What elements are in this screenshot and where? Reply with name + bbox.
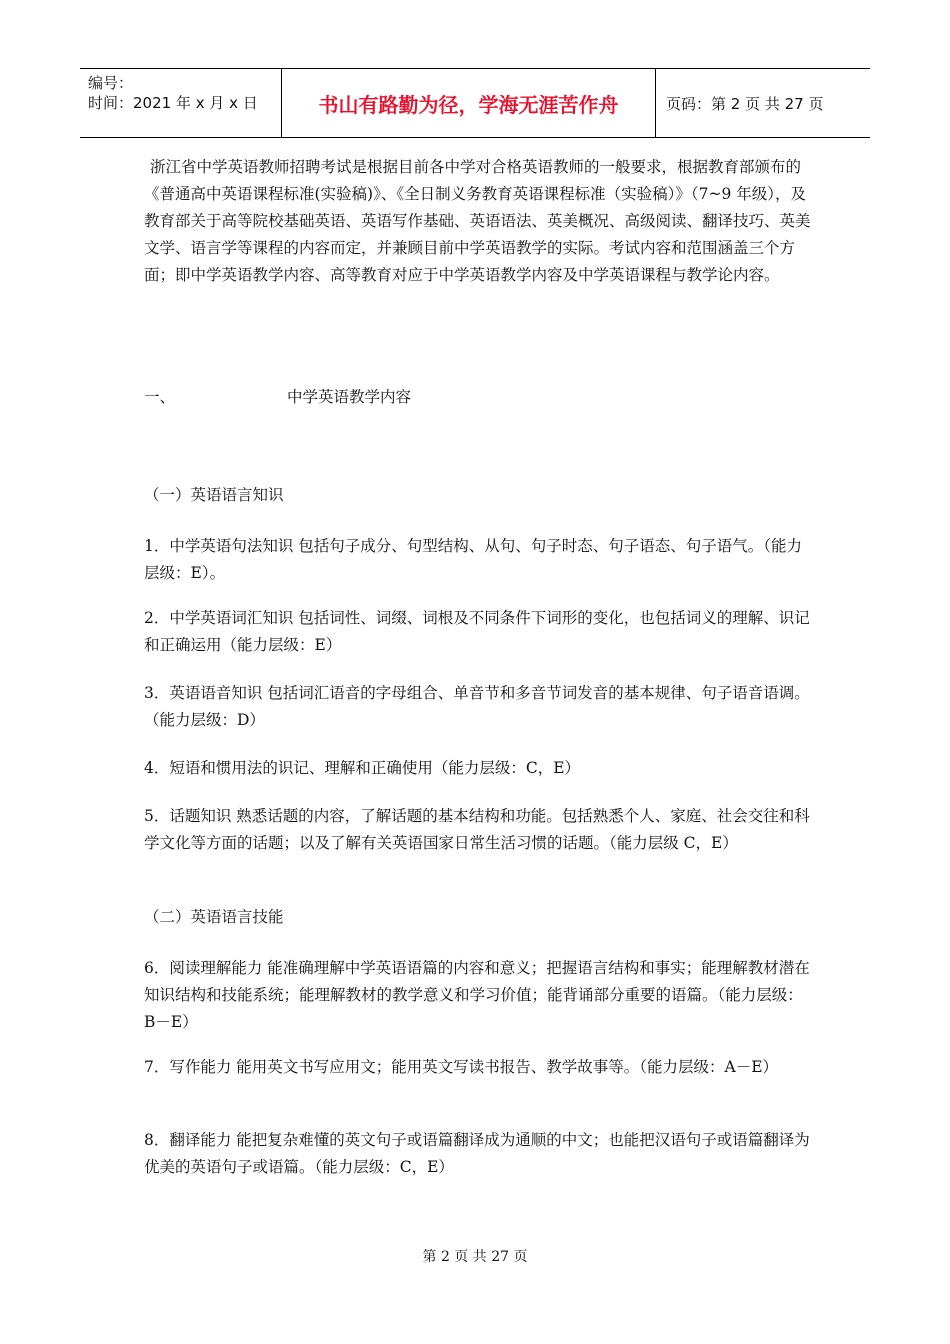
header-meta: [80, 69, 282, 137]
list-item: 2．中学英语词汇知识 包括词性、词缀、词根及不同条件下词形的变化，也包括词义的理解、识记和正确运用（能力层级：E）: [144, 609, 810, 654]
list-item: 5．话题知识 熟悉话题的内容，了解话题的基本结构和功能。包括熟悉个人、家庭、社会交往和科学文化等方面的话题；以及了解有关英语国家日常生活习惯的话题。（能力层级 C，E）: [144, 807, 810, 852]
list-item: 1．中学英语句法知识 包括句子成分、句型结构、从句、句子时态、句子语态、句子语气。（能力层级：E）。: [144, 537, 803, 582]
list-item: 7．写作能力 能用英文书写应用文；能用英文写读书报告、教学故事等。（能力层级：A－E）: [144, 1058, 779, 1076]
page-footer: 第 2 页 共 27 页: [422, 1249, 528, 1265]
list-item: 6．阅读理解能力 能准确理解中学英语语篇的内容和意义；把握语言结构和事实；能理解教材潜在知识结构和技能系统；能理解教材的教学意义和学习价值；能背诵部分重要的语篇。（能力层级：B－E）: [144, 959, 810, 1031]
time-label: 时间：2021 年 x 月 x 日: [88, 94, 258, 112]
section-1-number: 一、: [144, 388, 176, 406]
intro-paragraph: 浙江省中学英语教师招聘考试是根据目前各中学对合格英语教师的一般要求，根据教育部颁布的《普通高中英语课程标准(实验稿)》、《全日制义务教育英语课程标准（实验稿）》（7~9 年级），及教育部关于高等院校基础英语、英语写作基础、英语语法、英美概况、高级阅读、翻译技巧、英美文学、语言学等课程的内容而定，并兼顾目前中学英语教学的实际。考试内容和范围涵盖三个方面；即中学英语教学内容、高等教育对应于中学英语教学内容及中学英语课程与教学论内容。: [144, 158, 811, 284]
list-item: 8．翻译能力 能把复杂难懂的英文句子或语篇翻译成为通顺的中文；也能把汉语句子或语篇翻译为优美的英语句子或语篇。（能力层级：C，E）: [144, 1131, 810, 1176]
subsection-2-heading: （二）英语语言技能: [144, 908, 284, 926]
list-item: 3．英语语音知识 包括词汇语音的字母组合、单音节和多音节词发音的基本规律、句子语音语调。（能力层级：D）: [144, 684, 810, 729]
list-item: 4．短语和惯用法的识记、理解和正确使用（能力层级：C，E）: [144, 759, 581, 777]
subsection-1-heading: （一）英语语言知识: [144, 486, 284, 504]
header-motto: 书山有路勤为径，学海无涯苦作舟: [282, 69, 656, 137]
page-header: [80, 68, 870, 138]
section-1-title: 中学英语教学内容: [287, 388, 412, 406]
header-page-code: 页码：第 2 页 共 27 页: [666, 94, 824, 113]
number-label: 编号：: [88, 74, 134, 92]
